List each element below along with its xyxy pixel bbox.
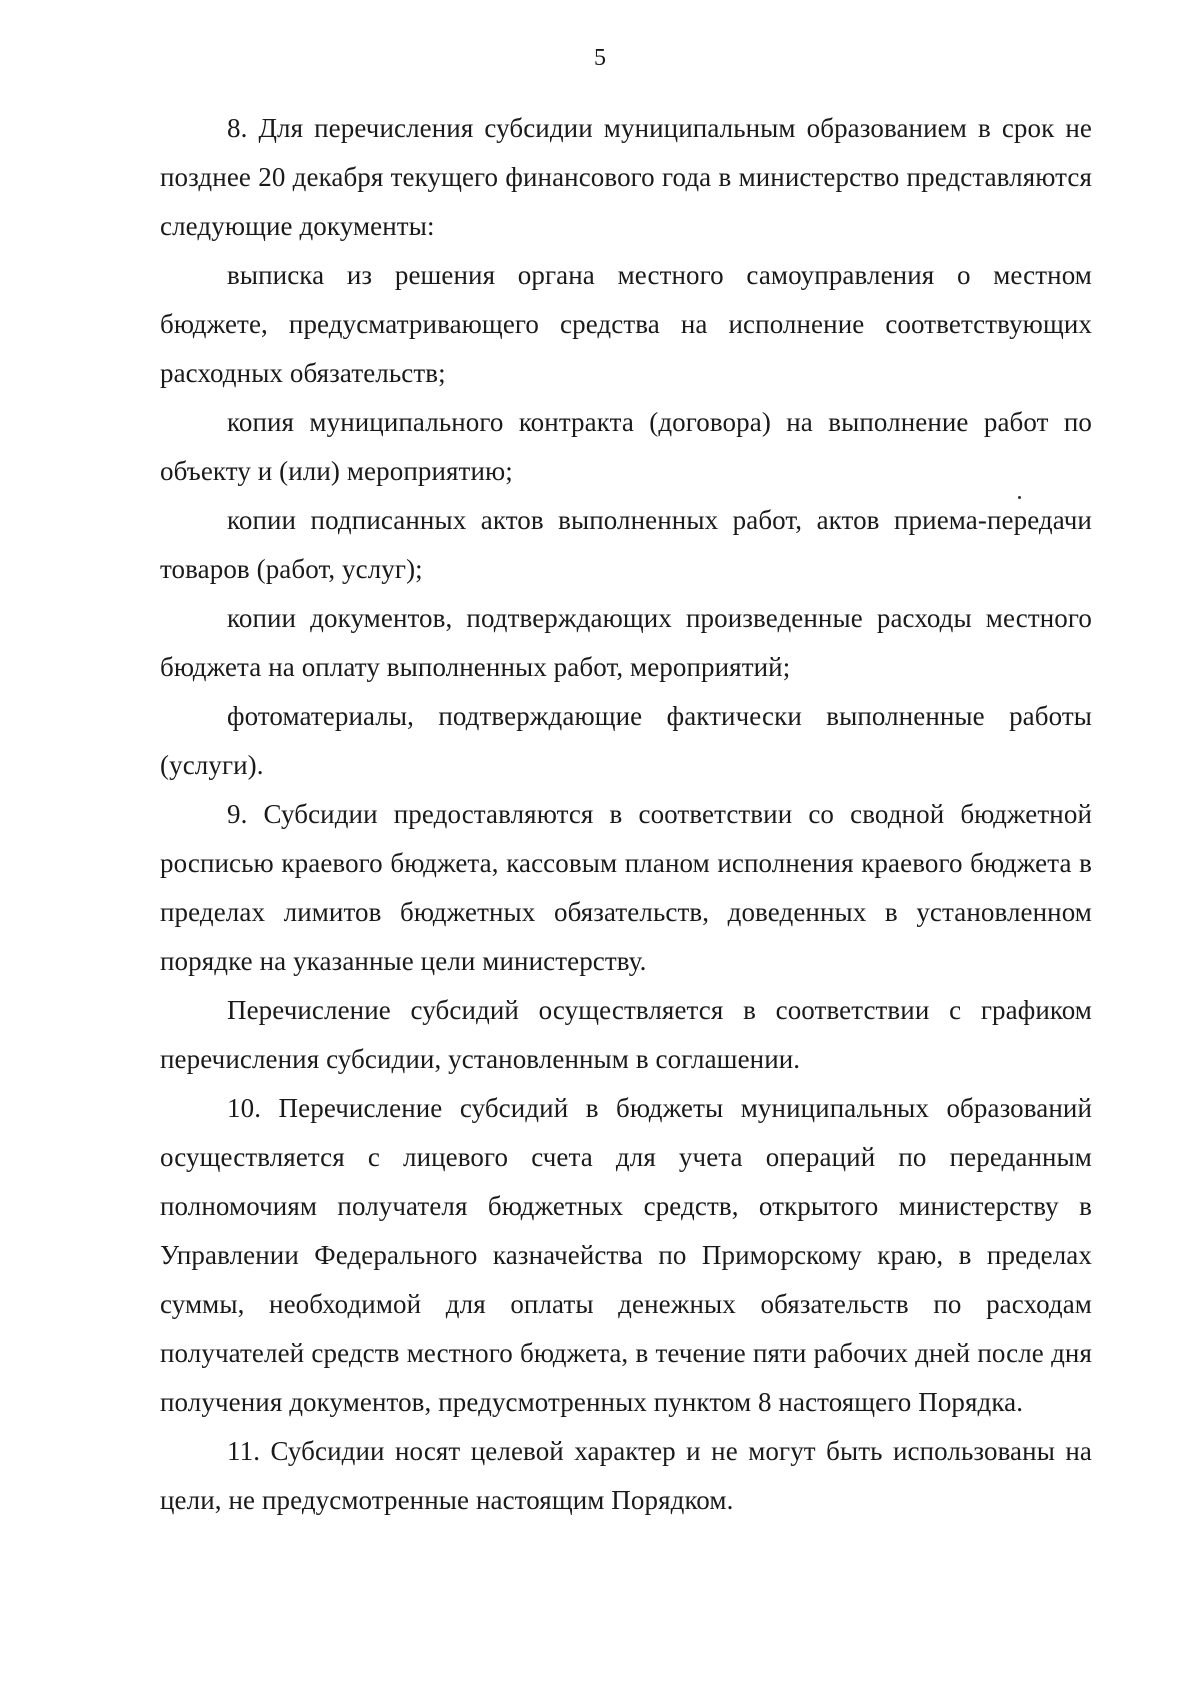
scan-speck (1018, 496, 1021, 499)
paragraph-8-intro: 8. Для перечисления субсидии муниципальным образованием в срок не позднее 20 декабря текущего финансового года в министерство представляются следующие документы: (160, 113, 1092, 241)
list-item-expense-documents: копии документов, подтверждающих произведенные расходы местного бюджета на оплату выполненных работ, мероприятий; (160, 603, 1092, 682)
paragraph-9-transfer: Перечисление субсидий осуществляется в соответствии с графиком перечисления субсидии, установленным в соглашении. (160, 995, 1092, 1074)
list-item-contract-copy: копия муниципального контракта (договора) на выполнение работ по объекту и (или) мероприятию; (160, 407, 1092, 486)
list-item-acts-copies: копии подписанных актов выполненных работ, актов приема-передачи товаров (работ, услуг); (160, 505, 1092, 584)
list-item-photo-materials: фотоматериалы, подтверждающие фактически выполненные работы (услуги). (160, 701, 1092, 780)
page-number: 5 (594, 45, 606, 71)
document-body (160, 104, 1092, 1525)
paragraph-10: 10. Перечисление субсидий в бюджеты муниципальных образований осуществляется с лицевого счета для учета операций по переданным полномочиям получателя бюджетных средств, открытого министерству в Управлении Федерального казначейства по Приморскому краю, в пределах суммы, необходимой для оплаты денежных обязательств по расходам получателей средств местного бюджета, в течение пяти рабочих дней после дня получения документов, предусмотренных пунктом 8 настоящего Порядка. (160, 1093, 1092, 1417)
paragraph-9: 9. Субсидии предоставляются в соответствии со сводной бюджетной росписью краевого бюджета, кассовым планом исполнения краевого бюджета в пределах лимитов бюджетных обязательств, доведенных в установленном порядке на указанные цели министерству. (160, 799, 1092, 976)
paragraph-11: 11. Субсидии носят целевой характер и не могут быть использованы на цели, не предусмотренные настоящим Порядком. (160, 1436, 1092, 1515)
list-item-budget-extract: выписка из решения органа местного самоуправления о местном бюджете, предусматривающего средства на исполнение соответствующих расходных обязательств; (160, 260, 1092, 388)
